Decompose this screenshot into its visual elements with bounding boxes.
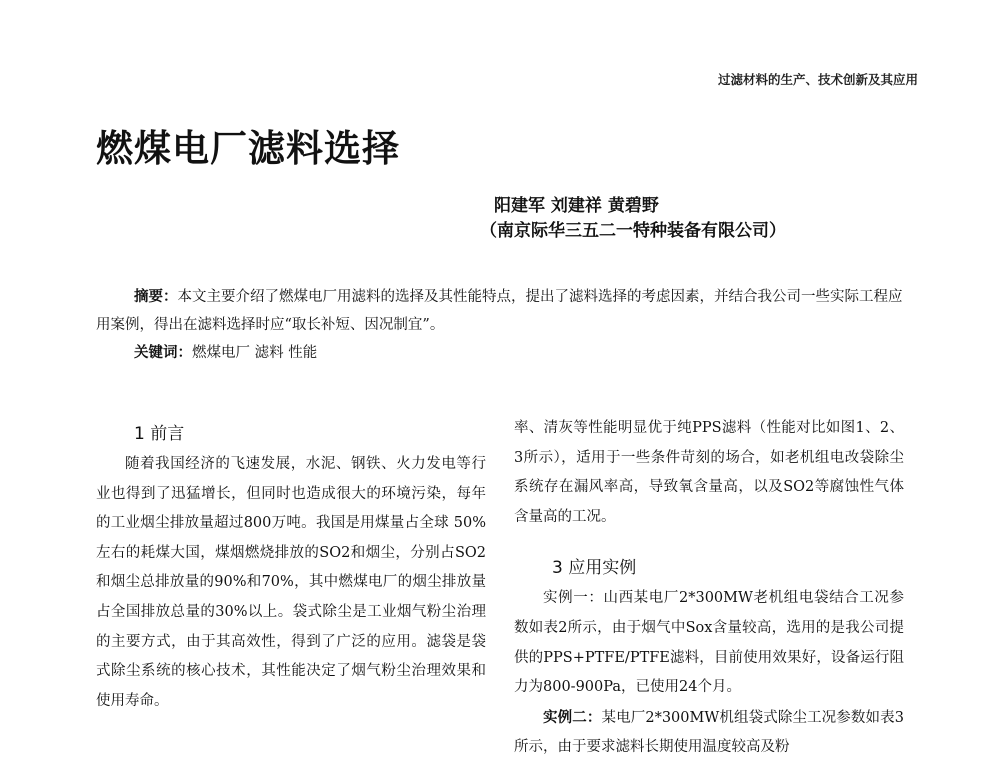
paper-title: 燃煤电厂滤料选择 bbox=[96, 127, 400, 170]
abstract-text: 本文主要介绍了燃煤电厂用滤料的选择及其性能特点，提出了滤料选择的考虑因素，并结合我公司一些实际工程应用案例，得出在滤料选择时应“取长补短、因况制宜”。 bbox=[96, 289, 903, 333]
abstract bbox=[96, 283, 904, 339]
example-1-text: 山西某电厂2*300MW老机组电袋结合工况参数如表2所示，由于烟气中Sox含量较高，选用的是我公司提供的PPS+PTFE/PTFE滤料，目前使用效果好，设备运行阻力为800-900Pa，已使用24个月。 bbox=[514, 590, 905, 696]
section-3-heading: 3 应用实例 bbox=[552, 558, 637, 579]
example-1-paragraph bbox=[514, 584, 904, 702]
keywords bbox=[134, 339, 317, 367]
right-column bbox=[514, 414, 904, 763]
left-column bbox=[96, 418, 486, 716]
keywords-text: 燃煤电厂 滤料 性能 bbox=[192, 345, 318, 361]
example-2-label: 实例二： bbox=[543, 708, 602, 726]
keywords-label: 关键词： bbox=[134, 344, 192, 361]
example-1-label: 实例一： bbox=[543, 590, 604, 607]
example-2-paragraph bbox=[514, 703, 904, 763]
affiliation: （南京际华三五二一特种装备有限公司） bbox=[480, 221, 786, 241]
running-header: 过滤材料的生产、技术创新及其应用 bbox=[717, 72, 918, 87]
authors: 阳建军 刘建祥 黄碧野 bbox=[494, 196, 659, 216]
continuation-paragraph: 率、清灰等性能明显优于纯PPS滤料（性能对比如图1、2、3所示），适用于一些条件苛刻的场合，如老机组电改袋除尘系统存在漏风率高，导致氧含量高，以及SO2等腐蚀性气体含量高的工况。 bbox=[514, 420, 904, 525]
section-1-heading: 1 前言 bbox=[134, 424, 185, 444]
section-1-paragraph: 随着我国经济的飞速发展，水泥、钢铁、火力发电等行业也得到了迅猛增长，但同时也造成很大的环境污染，每年的工业烟尘排放量超过800万吨。我国是用煤量占全球 50%左右的耗煤大国，煤烟燃烧排放的SO2和烟尘，分别占SO2和烟尘总排放量的90%和70%，其中燃煤电厂的烟尘排放量占全国排放总量的30%以上。袋式除尘是工业烟气粉尘治理的主要方式，由于其高效性，得到了广泛的应用。滤袋是袋式除尘系统的核心技术，其性能决定了烟气粉尘治理效果和使用寿命。 bbox=[96, 456, 486, 709]
example-2-text: 某电厂2*300MW机组袋式除尘工况参数如表3所示，由于要求滤料长期使用温度较高及粉 bbox=[514, 709, 904, 756]
abstract-label: 摘要： bbox=[134, 288, 178, 305]
